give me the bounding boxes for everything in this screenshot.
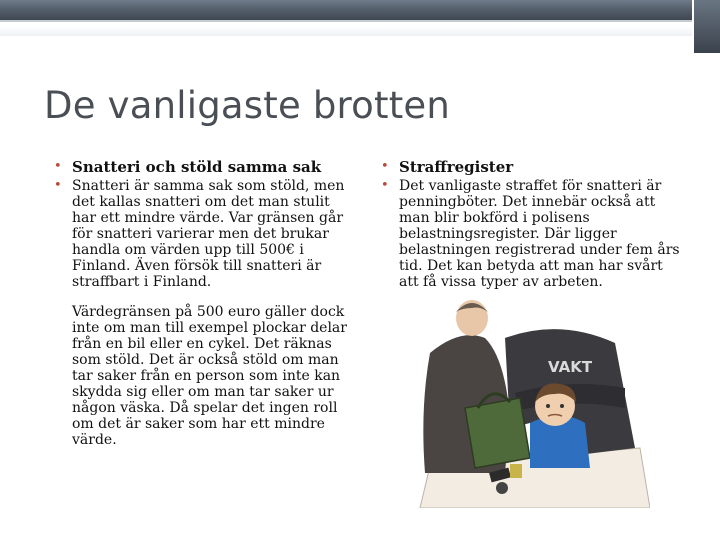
- header-bar-end: [694, 0, 720, 53]
- bullet-item: [381, 159, 686, 176]
- shoplifting-illustration: [410, 298, 650, 508]
- body-paragraph: Värdegränsen på 500 euro gäller dock inte om man till exempel plockar delar från en bil eller en cykel. Det räknas som stöld. Det är också stöld om man tar saker från en person som inte kan skydda sig eller om man tar saker ur någon väska. Då spelar det ingen roll om det är saker som har ett mindre värde.: [72, 304, 347, 448]
- bag-icon: [465, 398, 530, 468]
- bullet-text: Det vanligaste straffet för snatteri är penningböter. Det innebär också att man blir bokförd i polisens belastningsregister. Där ligger belastningen registrerad under fem års tid. Det kan betyda att man har svårt att få vissa typer av arbeten.: [399, 178, 680, 290]
- bullet-item: [381, 178, 686, 290]
- item-shape: [510, 464, 522, 478]
- guard-shirt-text: VAKT: [548, 358, 593, 376]
- bullet-item: [54, 178, 354, 290]
- right-column: [381, 159, 686, 292]
- bullet-text: Snatteri är samma sak som stöld, men det kallas snatteri om det man stulit har ett mindre värde. Var gränsen går för snatteri varierar men det brukar handla om värden upp till 500€ i Finland. Även försök till snatteri är straffbart i Finland.: [72, 178, 345, 290]
- bullet-heading: Straffregister: [399, 158, 514, 176]
- header-shadow: [0, 26, 692, 36]
- bullet-icon: •: [54, 159, 62, 174]
- bullet-item: [54, 159, 354, 176]
- header-bar: [0, 0, 692, 20]
- header-bar-highlight: [0, 20, 692, 22]
- boy-eye: [546, 404, 550, 408]
- bullet-heading: Snatteri och stöld samma sak: [72, 158, 322, 176]
- slide-title: De vanligaste brotten: [44, 84, 451, 127]
- bullet-icon: •: [381, 178, 389, 193]
- bullet-icon: •: [54, 178, 62, 193]
- bullet-icon: •: [381, 159, 389, 174]
- item-shape: [496, 482, 508, 494]
- boy-eye: [560, 404, 564, 408]
- left-column: [54, 159, 354, 448]
